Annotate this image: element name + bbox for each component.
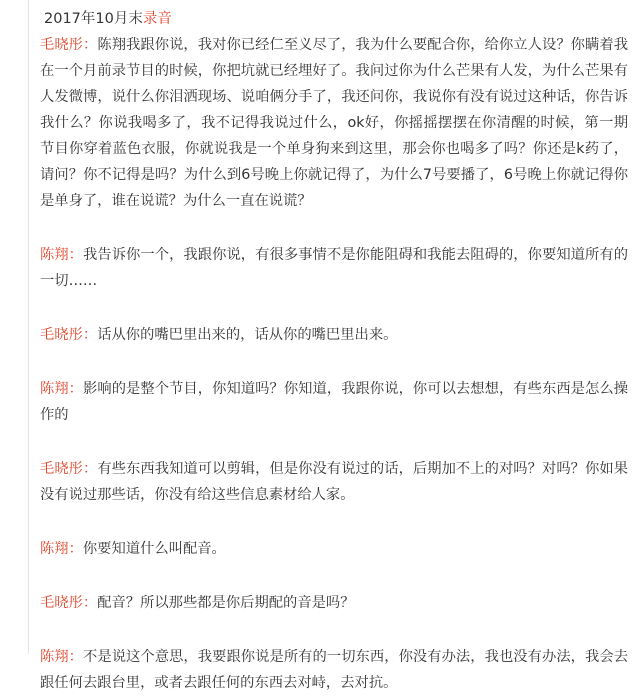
speaker-name: 陈翔：	[40, 541, 83, 557]
dialogue-line	[40, 32, 628, 214]
dialogue-text: 你要知道什么叫配音。	[82, 541, 226, 557]
speaker-name: 毛晓彤：	[40, 461, 98, 477]
dialogue-line	[40, 242, 628, 294]
speaker-name: 毛晓彤：	[40, 595, 98, 611]
dialogue-text: 陈翔我跟你说，我对你已经仁至义尽了，我为什么要配合你，给你立人设？你瞒着我在一个月前录节目的时候，你把坑就已经埋好了。我问过你为什么芒果有人发，为什么芒果有人发微博，说什么你泪洒现场、说咱俩分手了，我还问你，我说你有没有说过这种话，你告诉我什么？你说我喝多了，我不记得我说过什么，ok好，你摇摇摆摆在你清醒的时候，第一期节目你穿着蓝色衣服，你就说我是一个单身狗来到这里，那会你也喝多了吗？你还是k药了，请问？你不记得是吗？为什么到6号晚上你就记得了，为什么7号要播了，6号晚上你就记得你是单身了，谁在说谎？为什么一直在说谎？	[40, 37, 629, 209]
paragraph-gap	[40, 294, 628, 322]
dialogue-line	[40, 590, 628, 616]
dialogue-text: 我告诉你一个，我跟你说，有很多事情不是你能阻碍和我能去阻碍的，你要知道所有的一切……	[40, 247, 628, 289]
paragraph-gap	[40, 348, 628, 376]
paragraph-gap	[40, 616, 628, 644]
dialogue-line	[40, 456, 628, 508]
dialogue-text: 不是说这个意思，我要跟你说是所有的一切东西，你没有办法，我也没有办法，我会去跟任何去跟台里，或者去跟任何的东西去对峙，去对抗。	[40, 649, 628, 691]
paragraph-gap	[40, 562, 628, 590]
dialogue-line	[40, 376, 628, 428]
speaker-name: 陈翔：	[40, 649, 84, 665]
speaker-name: 毛晓彤：	[40, 37, 98, 53]
speaker-name: 毛晓彤：	[40, 327, 98, 343]
dialogue-text: 话从你的嘴巴里出来的，话从你的嘴巴里出来。	[97, 327, 398, 343]
dialogue-line	[40, 644, 628, 696]
speaker-name: 陈翔：	[40, 247, 84, 263]
dialogue-text: 影响的是整个节目，你知道吗？你知道，我跟你说，你可以去想想，有些东西是怎么操作的	[40, 381, 628, 423]
article-body	[40, 8, 628, 696]
paragraph-gap	[40, 214, 628, 242]
dialogue-line	[40, 322, 628, 348]
article-headline	[44, 8, 628, 30]
headline-date: 2017年10月末	[44, 11, 143, 27]
headline-recording-label: 录音	[142, 11, 172, 27]
dialogue-text: 有些东西我知道可以剪辑，但是你没有说过的话，后期加不上的对吗？对吗？你如果没有说过那些话，你没有给这些信息素材给人家。	[40, 461, 629, 503]
paragraph-gap	[40, 428, 628, 456]
paragraph-gap	[40, 508, 628, 536]
dialogue-line	[40, 536, 628, 562]
dialogue-text: 配音？所以那些都是你后期配的音是吗？	[97, 595, 355, 611]
speaker-name: 陈翔：	[40, 381, 84, 397]
